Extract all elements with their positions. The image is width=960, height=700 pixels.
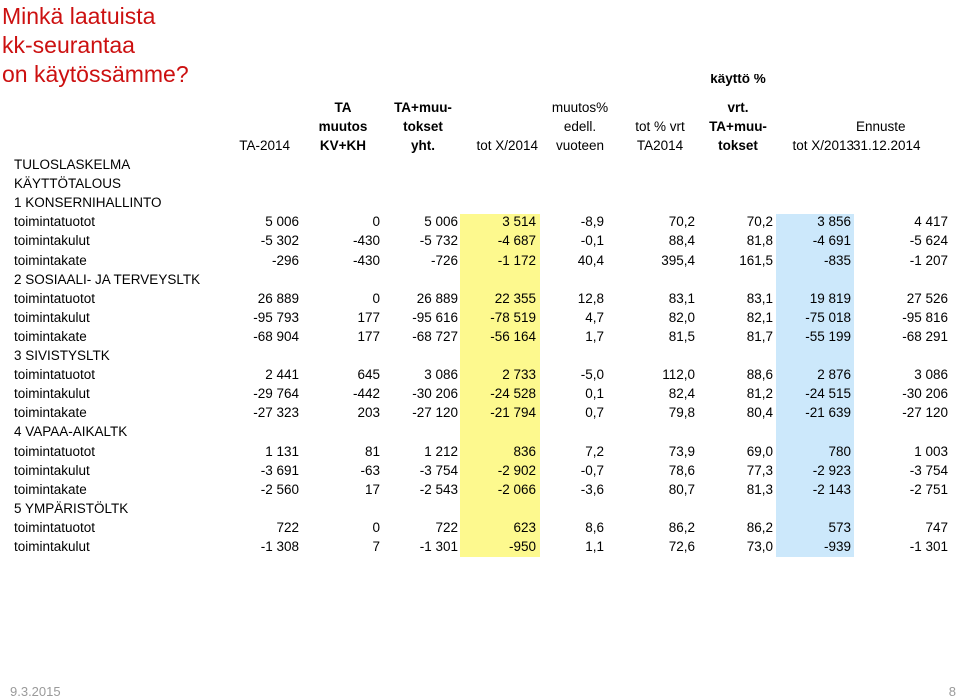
table-cell: -2 066	[497, 481, 536, 497]
table-cell: -63	[360, 462, 380, 478]
table-cell: 623	[513, 519, 536, 535]
table-cell: 5 006	[265, 214, 299, 230]
row-label: 4 VAPAA-AIKALTK	[14, 424, 128, 440]
table-cell: 81,5	[668, 328, 695, 344]
table-cell: 395,4	[661, 252, 695, 268]
title-line-3: on käytössämme?	[2, 61, 189, 87]
table-cell: -296	[271, 252, 299, 268]
table-cell: -1 207	[909, 252, 948, 268]
header-kaytto-2: TA+muu-	[709, 119, 767, 134]
table-cell: -5 302	[260, 233, 299, 249]
table-cell: 1,7	[585, 328, 604, 344]
page-number: 8	[948, 684, 956, 699]
table-cell: -2 923	[812, 462, 851, 478]
table-cell: 0	[372, 519, 380, 535]
table-cell: -1 308	[260, 539, 299, 554]
table-row	[0, 327, 960, 346]
table-cell: 747	[925, 519, 948, 535]
row-label: toimintakulut	[14, 233, 90, 249]
table-cell: 69,0	[746, 443, 773, 459]
table-cell: 1 212	[424, 443, 458, 459]
section-heading-row	[0, 270, 960, 289]
table-row	[0, 403, 960, 422]
section-heading-row	[0, 422, 960, 441]
header-kaytto-3: tokset	[718, 138, 758, 153]
table-cell: 645	[357, 367, 380, 383]
table-cell: 70,2	[746, 214, 773, 230]
table-cell: 1 131	[265, 443, 299, 459]
row-label: toimintakulut	[14, 462, 90, 478]
table-cell: -2 143	[812, 481, 851, 497]
row-label: toimintakate	[14, 405, 87, 421]
table-cell: -27 120	[412, 405, 458, 421]
header-muutos-3: vuoteen	[555, 138, 605, 153]
table-cell: 112,0	[662, 367, 695, 383]
table-cell: -27 120	[902, 405, 948, 421]
table-cell: -24 515	[805, 386, 851, 402]
table-row	[0, 308, 960, 327]
table-cell: -835	[823, 252, 851, 268]
table-cell: -726	[430, 252, 458, 268]
title-line-2: kk-seurantaa	[2, 32, 135, 58]
header-tot-vrt-1: tot % vrt	[635, 119, 685, 134]
table-cell: 0,1	[585, 386, 604, 402]
header-muutos-2: edell.	[563, 119, 597, 134]
table-cell: 8,6	[585, 519, 604, 535]
table-cell: 3 856	[817, 214, 851, 230]
footer-date: 9.3.2015	[10, 684, 61, 699]
table-row	[0, 384, 960, 403]
table-cell: -1 301	[909, 539, 948, 554]
section-heading-row	[0, 193, 960, 212]
row-label: toimintatuotot	[14, 367, 96, 383]
table-cell: 80,4	[746, 405, 773, 421]
header-tot-x-2014: tot X/2014	[476, 138, 538, 153]
table-cell: 82,1	[746, 309, 773, 325]
table-cell: 83,1	[746, 290, 773, 306]
table-cell: -21 794	[490, 405, 536, 421]
table-row	[0, 518, 960, 537]
table-cell: -5,0	[580, 367, 604, 383]
table-cell: -21 639	[805, 405, 851, 421]
table-cell: 81,3	[746, 481, 773, 497]
table-row	[0, 442, 960, 461]
row-label: toimintatuotot	[14, 519, 96, 535]
table-cell: 81,2	[746, 386, 773, 402]
row-label: toimintakulut	[14, 309, 90, 325]
table-cell: 2 441	[265, 367, 299, 383]
table-row	[0, 365, 960, 384]
table-cell: -68 291	[902, 328, 948, 344]
table-cell: -68 904	[253, 328, 299, 344]
table-cell: -30 206	[412, 386, 458, 402]
section-heading-row	[0, 174, 960, 193]
table-cell: -0,7	[580, 462, 604, 478]
table-cell: 81,8	[746, 233, 773, 249]
table-cell: 0	[372, 290, 380, 306]
table-cell: 7	[372, 539, 380, 554]
row-label: 3 SIVISTYSLTK	[14, 348, 110, 363]
table-cell: 82,4	[668, 386, 695, 402]
header-kaytto-1: vrt.	[727, 100, 749, 115]
table-row	[0, 212, 960, 231]
header-tot-vrt-2: TA2014	[636, 138, 684, 153]
table-cell: -95 816	[902, 309, 948, 325]
section-heading-row	[0, 346, 960, 365]
table-cell: -68 727	[412, 328, 458, 344]
table-cell: 22 355	[494, 290, 536, 306]
table-cell: -430	[352, 233, 380, 249]
title-line-1: Minkä laatuista	[2, 3, 156, 29]
table-cell: -95 793	[253, 309, 299, 325]
table-cell: -29 764	[253, 386, 299, 402]
table-cell: 780	[828, 443, 851, 459]
table-cell: -950	[508, 539, 536, 554]
row-label: toimintakate	[14, 328, 87, 344]
table-cell: -24 528	[490, 386, 536, 402]
table-cell: 86,2	[668, 519, 695, 535]
table-cell: -1 172	[497, 252, 536, 268]
table-cell: 1 003	[914, 443, 948, 459]
table-cell: -8,9	[580, 214, 604, 230]
table-cell: 40,4	[577, 252, 604, 268]
row-label: toimintakulut	[14, 539, 90, 554]
table-cell: 81	[364, 443, 380, 459]
table-cell: 80,7	[668, 481, 695, 497]
table-cell: 573	[828, 519, 851, 535]
table-cell: 73,9	[668, 443, 695, 459]
table-cell: 72,6	[668, 539, 695, 554]
header-ennuste-2: 31.12.2014	[853, 138, 921, 153]
table-cell: -27 323	[253, 405, 299, 421]
table-cell: -3 754	[419, 462, 458, 478]
header-ta-muutos-1: TA	[334, 100, 352, 115]
table-cell: -2 560	[260, 481, 299, 497]
table-cell: 4,7	[585, 309, 604, 325]
header-muutos-1: muutos%	[551, 100, 609, 115]
row-label: toimintatuotot	[14, 214, 96, 230]
table-cell: 836	[513, 443, 536, 459]
header-kaytto-0: käyttö %	[710, 74, 766, 86]
table-cell: 79,8	[668, 405, 695, 421]
table-cell: 0	[372, 214, 380, 230]
table-cell: 203	[357, 405, 380, 421]
row-label: TULOSLASKELMA	[14, 157, 131, 172]
header-ta-2014: TA-2014	[239, 138, 290, 153]
header-ennuste-1: Ennuste	[856, 119, 906, 134]
row-label: toimintakate	[14, 252, 87, 268]
table-cell: -442	[352, 386, 380, 402]
table-cell: -75 018	[805, 309, 851, 325]
table-cell: -5 624	[909, 233, 948, 249]
header-ta-muutokset-3: yht.	[410, 138, 435, 153]
header-tot-x-2013: tot X/2013	[792, 138, 854, 153]
table-cell: 12,8	[577, 290, 604, 306]
table-cell: -3 754	[909, 462, 948, 478]
table-cell: 27 526	[906, 290, 948, 306]
row-label: 5 YMPÄRISTÖLTK	[14, 500, 129, 516]
table-cell: -56 164	[490, 328, 536, 344]
table-cell: -3 691	[260, 462, 299, 478]
table-cell: -2 751	[909, 481, 948, 497]
table-row	[0, 231, 960, 250]
slide-title	[2, 2, 189, 89]
table-cell: -2 543	[419, 481, 458, 497]
table-cell: 82,0	[668, 309, 695, 325]
table-cell: 3 086	[424, 367, 458, 383]
row-label: KÄYTTÖTALOUS	[14, 176, 122, 192]
row-label: 1 KONSERNIHALLINTO	[14, 195, 162, 211]
header-ta-muutos-3: KV+KH	[319, 138, 367, 153]
table-row	[0, 289, 960, 308]
table-cell: 2 733	[502, 367, 536, 383]
table-cell: 722	[276, 519, 299, 535]
table-cell: 3 086	[914, 367, 948, 383]
table-cell: 26 889	[257, 290, 299, 306]
table-cell: 177	[357, 328, 380, 344]
table-cell: -5 732	[419, 233, 458, 249]
table-cell: 26 889	[416, 290, 458, 306]
table-cell: 0,7	[585, 405, 604, 421]
table-cell: 77,3	[746, 462, 773, 478]
table-cell: 88,4	[668, 233, 695, 249]
table-cell: -3,6	[580, 481, 604, 497]
table-cell: -939	[823, 539, 851, 554]
table-cell: 5 006	[424, 214, 458, 230]
table-cell: 17	[364, 481, 380, 497]
table-cell: -95 616	[412, 309, 458, 325]
table-cell: 177	[357, 309, 380, 325]
table-cell: 70,2	[668, 214, 695, 230]
table-cell: 78,6	[668, 462, 695, 478]
table-cell: 19 819	[809, 290, 851, 306]
section-heading-row	[0, 155, 960, 174]
table-row	[0, 461, 960, 480]
table-cell: 3 514	[502, 214, 536, 230]
table-cell: -4 691	[812, 233, 851, 249]
table-row	[0, 480, 960, 499]
table-cell: -2 902	[497, 462, 536, 478]
table-cell: -78 519	[490, 309, 536, 325]
row-label: toimintatuotot	[14, 290, 96, 306]
table-cell: 161,5	[739, 252, 773, 268]
header-ta-muutos-2: muutos	[318, 119, 368, 134]
table-cell: 83,1	[668, 290, 695, 306]
header-ta-muutokset-2: tokset	[403, 119, 443, 134]
section-heading-row	[0, 499, 960, 518]
table-cell: 2 876	[817, 367, 851, 383]
table-cell: 86,2	[746, 519, 773, 535]
table-cell: -30 206	[902, 386, 948, 402]
table-cell: 722	[435, 519, 458, 535]
row-label: toimintatuotot	[14, 443, 96, 459]
table-cell: 4 417	[914, 214, 948, 230]
table-cell: -4 687	[497, 233, 536, 249]
table-row	[0, 251, 960, 270]
table-cell: 88,6	[746, 367, 773, 383]
header-ta-muutokset-1: TA+muu-	[394, 100, 452, 115]
row-label: toimintakulut	[14, 386, 90, 402]
table-cell: 7,2	[585, 443, 604, 459]
table-cell: -0,1	[580, 233, 604, 249]
row-label: toimintakate	[14, 481, 87, 497]
table-cell: 81,7	[746, 328, 773, 344]
table-cell: -430	[352, 252, 380, 268]
table-cell: -55 199	[805, 328, 851, 344]
table-row	[0, 537, 960, 556]
row-label: 2 SOSIAALI- JA TERVEYSLTK	[14, 271, 201, 287]
table-cell: -1 301	[419, 539, 458, 554]
table-cell: 73,0	[746, 539, 773, 554]
table-cell: 1,1	[585, 539, 604, 554]
